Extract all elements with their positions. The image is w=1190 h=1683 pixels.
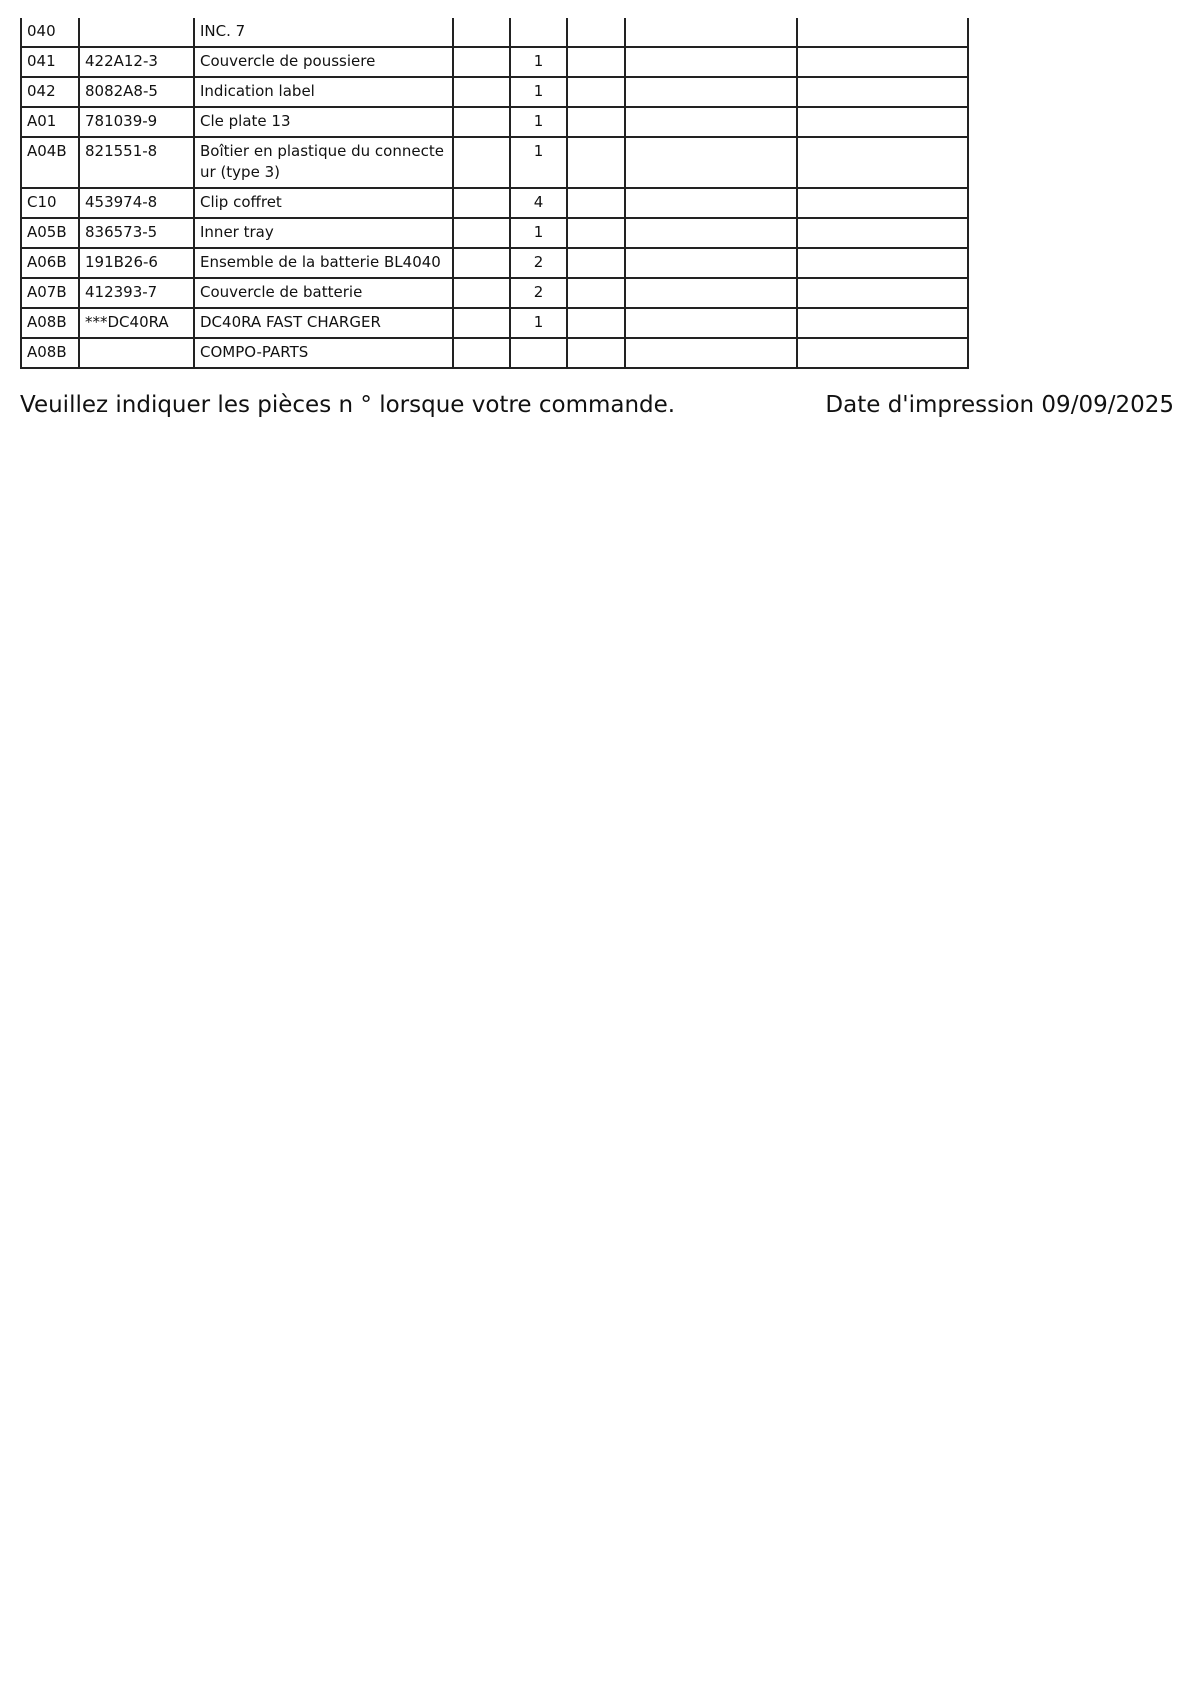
description-cell: Ensemble de la batterie BL4040 <box>194 248 453 278</box>
order-note: Veuillez indiquer les pièces n ° lorsque votre commande. <box>20 392 676 418</box>
blank-cell <box>567 107 625 137</box>
blank-cell <box>453 278 510 308</box>
description-cell: Couvercle de poussiere <box>194 47 453 77</box>
part-number-cell: 412393-7 <box>79 278 194 308</box>
blank-cell <box>797 188 968 218</box>
part-number-cell <box>79 18 194 47</box>
description-cell: Boîtier en plastique du connecteur (type 3) <box>194 137 453 188</box>
description-cell: COMPO-PARTS <box>194 338 453 368</box>
table-row <box>21 77 968 107</box>
blank-cell <box>453 137 510 188</box>
part-number-cell: 8082A8-5 <box>79 77 194 107</box>
description-cell: Indication label <box>194 77 453 107</box>
blank-cell <box>797 218 968 248</box>
part-number-cell: 422A12-3 <box>79 47 194 77</box>
blank-cell <box>625 278 797 308</box>
blank-cell <box>625 218 797 248</box>
quantity-cell: 1 <box>510 47 567 77</box>
part-number-cell: 821551-8 <box>79 137 194 188</box>
blank-cell <box>625 188 797 218</box>
quantity-cell: 2 <box>510 278 567 308</box>
item-number-cell: A08B <box>21 308 79 338</box>
blank-cell <box>797 107 968 137</box>
blank-cell <box>625 107 797 137</box>
quantity-cell <box>510 18 567 47</box>
blank-cell <box>453 107 510 137</box>
blank-cell <box>797 47 968 77</box>
blank-cell <box>567 218 625 248</box>
part-number-cell <box>79 338 194 368</box>
table-row <box>21 278 968 308</box>
item-number-cell: C10 <box>21 188 79 218</box>
item-number-cell: A05B <box>21 218 79 248</box>
description-cell: Couvercle de batterie <box>194 278 453 308</box>
blank-cell <box>797 278 968 308</box>
table-row <box>21 188 968 218</box>
item-number-cell: A08B <box>21 338 79 368</box>
blank-cell <box>567 137 625 188</box>
blank-cell <box>453 18 510 47</box>
part-number-cell: 191B26-6 <box>79 248 194 278</box>
blank-cell <box>567 248 625 278</box>
blank-cell <box>625 18 797 47</box>
quantity-cell <box>510 338 567 368</box>
blank-cell <box>567 338 625 368</box>
table-row <box>21 107 968 137</box>
description-cell: Clip coffret <box>194 188 453 218</box>
table-row <box>21 338 968 368</box>
table-row <box>21 218 968 248</box>
blank-cell <box>567 18 625 47</box>
item-number-cell: A07B <box>21 278 79 308</box>
blank-cell <box>625 308 797 338</box>
quantity-cell: 1 <box>510 308 567 338</box>
blank-cell <box>453 218 510 248</box>
quantity-cell: 4 <box>510 188 567 218</box>
description-cell: Cle plate 13 <box>194 107 453 137</box>
description-cell: DC40RA FAST CHARGER <box>194 308 453 338</box>
blank-cell <box>453 308 510 338</box>
blank-cell <box>797 308 968 338</box>
part-number-cell: 781039-9 <box>79 107 194 137</box>
parts-table-body <box>21 18 968 368</box>
blank-cell <box>625 77 797 107</box>
blank-cell <box>453 47 510 77</box>
quantity-cell: 1 <box>510 107 567 137</box>
part-number-cell: 453974-8 <box>79 188 194 218</box>
blank-cell <box>567 77 625 107</box>
item-number-cell: A06B <box>21 248 79 278</box>
blank-cell <box>453 188 510 218</box>
description-cell: Inner tray <box>194 218 453 248</box>
quantity-cell: 1 <box>510 137 567 188</box>
parts-table <box>20 18 969 369</box>
quantity-cell: 2 <box>510 248 567 278</box>
blank-cell <box>625 338 797 368</box>
item-number-cell: 040 <box>21 18 79 47</box>
part-number-cell: 836573-5 <box>79 218 194 248</box>
blank-cell <box>567 308 625 338</box>
item-number-cell: 042 <box>21 77 79 107</box>
table-row <box>21 18 968 47</box>
blank-cell <box>625 248 797 278</box>
blank-cell <box>453 248 510 278</box>
table-row <box>21 308 968 338</box>
blank-cell <box>567 47 625 77</box>
blank-cell <box>797 248 968 278</box>
blank-cell <box>797 18 968 47</box>
blank-cell <box>797 338 968 368</box>
blank-cell <box>567 278 625 308</box>
item-number-cell: A04B <box>21 137 79 188</box>
blank-cell <box>567 188 625 218</box>
table-row <box>21 47 968 77</box>
blank-cell <box>453 77 510 107</box>
description-cell: INC. 7 <box>194 18 453 47</box>
quantity-cell: 1 <box>510 218 567 248</box>
blank-cell <box>625 47 797 77</box>
blank-cell <box>797 137 968 188</box>
table-row <box>21 137 968 188</box>
part-number-cell: ***DC40RA <box>79 308 194 338</box>
item-number-cell: 041 <box>21 47 79 77</box>
blank-cell <box>797 77 968 107</box>
quantity-cell: 1 <box>510 77 567 107</box>
print-date: Date d'impression 09/09/2025 <box>825 392 1174 418</box>
blank-cell <box>625 137 797 188</box>
blank-cell <box>453 338 510 368</box>
table-row <box>21 248 968 278</box>
item-number-cell: A01 <box>21 107 79 137</box>
